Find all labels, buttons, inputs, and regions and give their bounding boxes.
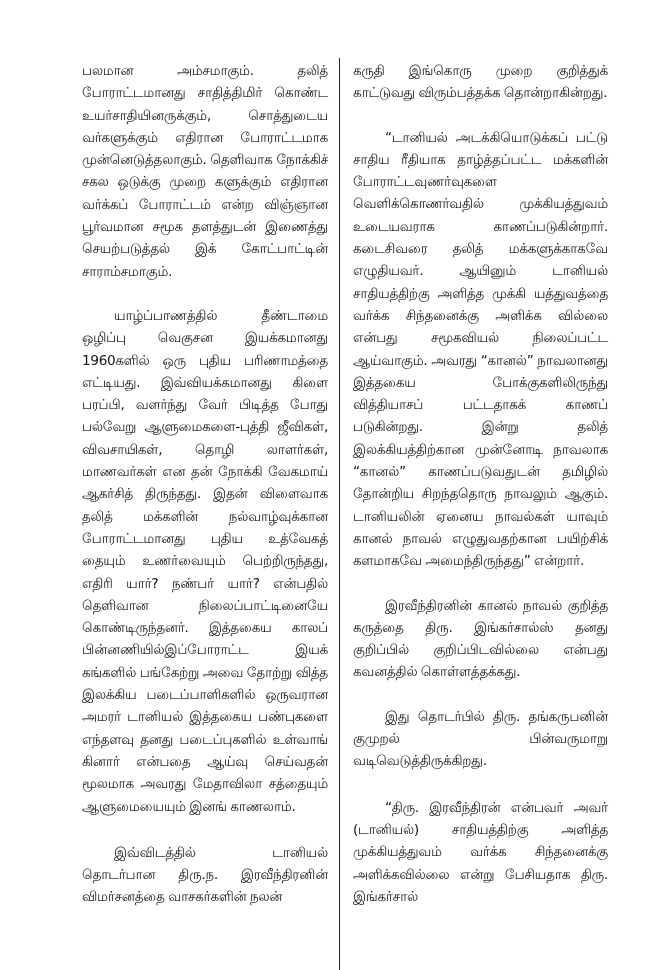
paragraph: இரவீந்திரனின் கானல் நாவல் குறித்த கருத்தை திரு. இங்கர்சால்ஸ் தனது குறிப்பில் குறிப்பிடவில்லை என்பது கவனத்தில் கொள்ளத்தக்கது. xyxy=(353,597,608,681)
right-column xyxy=(353,60,608,908)
quote-paragraph: “திரு. இரவீந்திரன் என்பவர் அவர் (டானியல்) சாதியத்திற்கு அளித்த முக்கியத்துவம் வர்க்க சிந்தனைக்கு அளிக்கவில்லை என்று பேசியதாக திரு. இங்கர்சால் xyxy=(353,799,608,905)
paragraph: யாழ்ப்பாணத்தில் தீண்டாமை ஒழிப்பு வெகுசன இயக்கமானது 1960களில் ஒரு புதிய பரிணாமத்தை எட்டியது. இவ்வியக்கமானது கிளை பரப்பி, வளர்ந்து வேர் பிடித்த போது பல்வேறு ஆளுமைகளை-புத்தி ஜீவிகள், விவசாயிகள், தொழி லாளர்கள், மாணவர்கள் என தன் நோக்கி வேகமாய் ஆகர்சித் திருந்தது. இதன் விளைவாக தலித் மக்களின் நல்வாழ்வுக்கான போராட்டமானது புதிய உத்வேகத் தையும் உணர்வையும் பெற்றிருந்தது, எதிரி யார்? நண்பர் யார்? என்பதில் தெளிவான நிலைப்பாட்டினையே கொண்டிருந்தனர். இத்தகைய காலப் பின்னணியில்இப்போராட்ட இயக் கங்களில் பங்கேற்று அவை தோற்று வித்த இலக்கிய படைப்பாளிகளில் ஒருவரான அமரர் டானியல் இத்தகைய பண்புகளை எந்தளவு தனது படைப்புகளில் உள்வாங் கினார் என்பதை ஆய்வு செய்வதன் மூலமாக அவரது மேதாவிலா சத்தையும் ஆளுமையையும் இனங் காணலாம். xyxy=(82,307,328,815)
paragraph: இது தொடர்பில் திரு. தங்கருபனின் குமுறல் பின்வருமாறு வடிவெடுத்திருக்கிறது. xyxy=(353,708,608,770)
column-divider xyxy=(339,58,340,970)
paragraph: கருதி இங்கொரு முறை குறித்துக் காட்டுவது விரும்பத்தக்க தொன்றாகின்றது. xyxy=(353,63,608,102)
paragraph: இவ்விடத்தில் டானியல் தொடர்பான திரு.ந. இரவீந்திரனின் விமர்சனத்தை வாசகர்களின் நலன் xyxy=(82,844,328,906)
left-column xyxy=(82,60,328,909)
quote-paragraph: “டானியல் அடக்கியொடுக்கப் பட்டு சாதிய ரீதியாக தாழ்த்தப்பட்ட மக்களின் போராட்டவுணர்வுகளை வெளிக்கொணர்வதில் முக்கியத்துவம் உடையவராக காணப்படுகின்றார். கடைசிவரை தலித் மக்களுக்காகவே எழுதியவர். ஆயினும் டானியல் சாதியத்திற்கு அளித்த முக்கி யத்துவத்தை வர்க்க சிந்தனைக்கு அளிக்க வில்லை என்பது சமூகவியல் நிலைப்பட்ட ஆய்வாகும். அவரது “கானல்” நாவலானது இத்தகைய போக்குகளிலிருந்து வித்தியாசப் பட்டதாகக் காணப் படுகின்றது. இன்று தலித் இலக்கியத்திற்கான முன்னோடி நாவலாக “கானல்” காணப்படுவதுடன் தமிழில் தோன்றிய சிறந்ததொரு நாவலும் ஆகும். டானியலின் ஏனைய நாவல்கள் யாவும் கானல் நாவல் எழுதுவதற்கான பயிற்சிக் களமாகவே அமைந்திருந்தது” என்றார். xyxy=(353,129,608,570)
paragraph: பலமான அம்சமாகும். தலித் போராட்டமானது சாதித்திமிர் கொண்ட உயர்சாதியினருக்கும், சொத்துடைய வர்களுக்கும் எதிரான போராட்டமாக முன்னெடுத்தலாகும். தெளிவாக நோக்கிச் சகல ஒடுக்கு முறை களுக்கும் எதிரான வர்க்கப் போராட்டம் என்ற விஞ்ஞான பூர்வமான சமூக தளத்துடன் இணைத்து செயற்படுத்தல் இக் கோட்பாட்டின் சாராம்சமாகும். xyxy=(82,63,328,280)
